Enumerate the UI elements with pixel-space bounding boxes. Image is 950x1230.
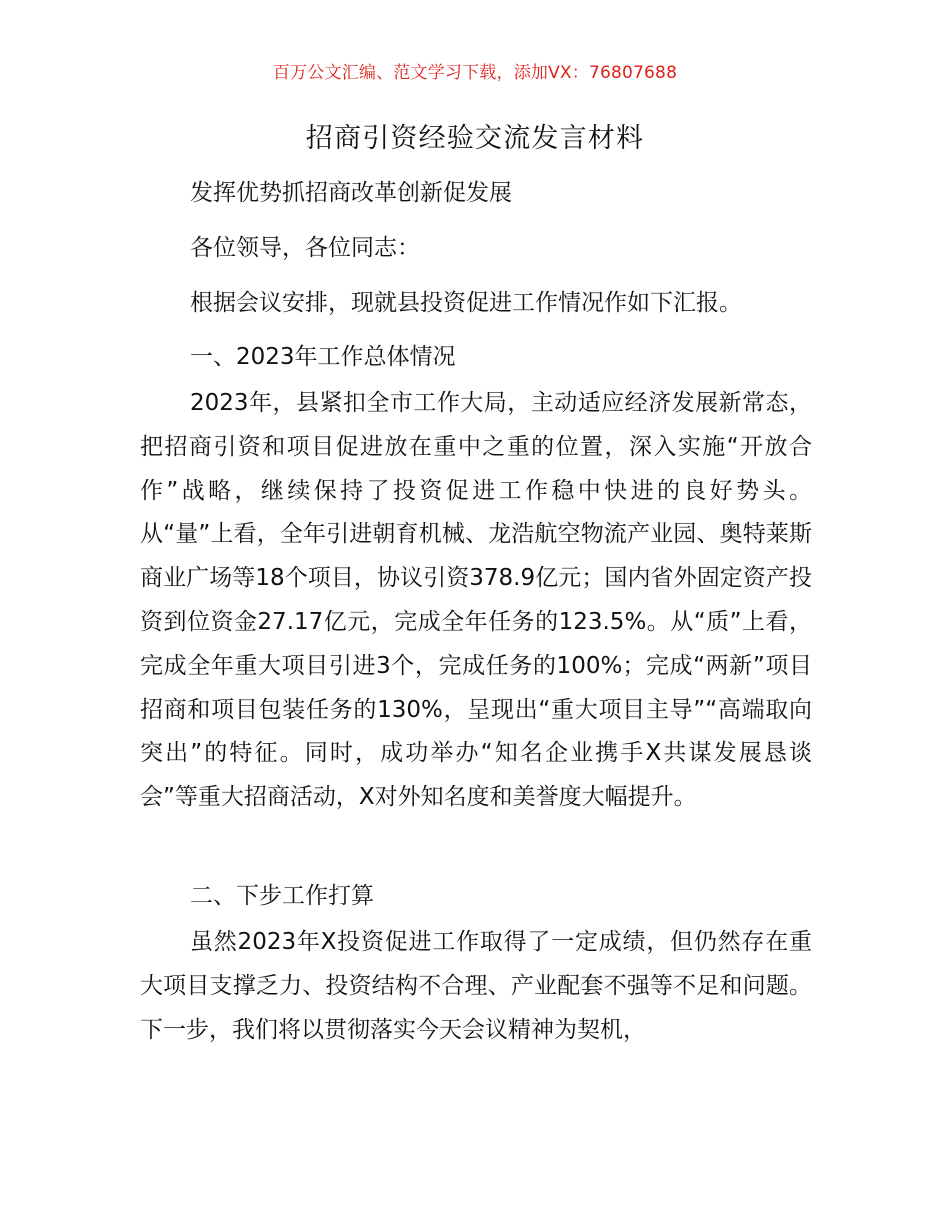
salutation: 各位领导，各位同志： — [190, 235, 420, 261]
section-1-paragraph: 2023年，县紧扣全市工作大局，主动适应经济发展新常态，把招商引资和项目促进放在重中之重的位置，深入实施“开放合作”战略，继续保持了投资促进工作稳中快进的良好势头。从“量”上看，全年引进朝育机械、龙浩航空物流产业园、奥特莱斯商业广场等18个项目，协议引资378.9亿元；国内省外固定资产投资到位资金27.17亿元，完成全年任务的123.5%。从“质”上看，完成全年重大项目引进3个，完成任务的100%；完成“两新”项目招商和项目包装任务的130%，呈现出“重大项目主导”“高端取向突出”的特征。同时，成功举办“知名企业携手X共谋发展恳谈会”等重大招商活动，X对外知名度和美誉度大幅提升。 — [140, 390, 812, 811]
document-subtitle: 发挥优势抓招商改革创新促发展 — [190, 180, 512, 206]
section-2-paragraph: 虽然2023年X投资促进工作取得了一定成绩，但仍然存在重大项目支撑乏力、投资结构不合理、产业配套不强等不足和问题。下一步，我们将以贯彻落实今天会议精神为契机， — [140, 929, 812, 1043]
intro-paragraph: 根据会议安排，现就县投资促进工作情况作如下汇报。 — [190, 290, 742, 316]
section-2-heading: 二、下步工作打算 — [190, 883, 374, 909]
section-1-heading: 一、2023年工作总体情况 — [190, 344, 456, 370]
document-title: 招商引资经验交流发言材料 — [305, 123, 645, 154]
promo-header: 百万公文汇编、范文学习下载，添加VX：76807688 — [272, 63, 678, 83]
